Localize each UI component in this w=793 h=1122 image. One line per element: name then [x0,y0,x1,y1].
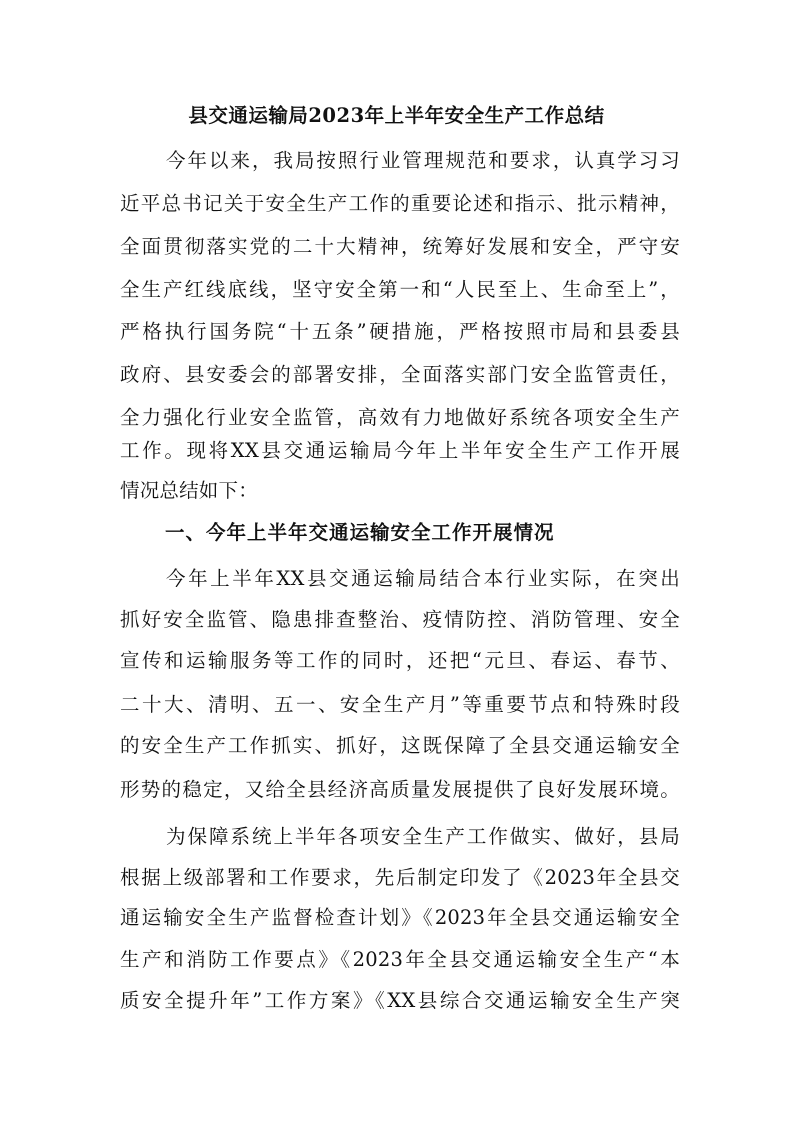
intro-line-9: 情况总结如下： [120,479,258,502]
intro-line-7: 全力强化行业安全监管，高效有力地做好系统各项安全生产 [120,406,680,429]
para2-line-2: 根据上级部署和工作要求，先后制定印发了《2023年全县交 [120,866,680,889]
para1-line-5: 的安全生产工作抓实、抓好，这既保障了全县交通运输安全 [120,734,680,757]
para1-line-4: 二十大、清明、五一、安全生产月”等重要节点和特殊时段 [120,693,680,716]
intro-line-2: 近平总书记关于安全生产工作的重要论述和指示、批示精神， [120,192,680,215]
section-heading: 一、今年上半年交通运输安全工作开展情况 [165,521,555,544]
intro-line-5: 严格执行国务院“十五条”硬措施，严格按照市局和县委县 [120,320,680,343]
para2-line-1: 为保障系统上半年各项安全生产工作做实、做好，县局 [166,825,680,848]
para2-line-4: 生产和消防工作要点》《2023年全县交通运输安全生产“本 [120,948,680,971]
para1-line-3: 宣传和运输服务等工作的同时，还把“元旦、春运、春节、 [120,649,680,672]
para1-line-6: 形势的稳定，又给全县经济高质量发展提供了良好发展环境。 [120,778,680,801]
para2-line-3: 通运输安全生产监督检查计划》《2023年全县交通运输安全 [120,906,680,929]
intro-line-6: 政府、县安委会的部署安排，全面落实部门安全监管责任， [120,363,680,386]
intro-line-3: 全面贯彻落实党的二十大精神，统筹好发展和安全，严守安 [120,235,680,258]
para1-line-2: 抓好安全监管、隐患排查整治、疫情防控、消防管理、安全 [120,608,680,631]
intro-line-8: 工作。现将XX县交通运输局今年上半年安全生产工作开展 [120,439,680,462]
para1-line-1: 今年上半年XX县交通运输局结合本行业实际，在突出 [166,567,680,590]
intro-line-4: 全生产红线底线，坚守安全第一和“人民至上、生命至上”， [120,278,680,301]
intro-line-1: 今年以来，我局按照行业管理规范和要求，认真学习习 [166,149,680,172]
para2-line-5: 质安全提升年”工作方案》《XX县综合交通运输安全生产突 [120,989,680,1012]
document-title: 县交通运输局2023年上半年安全生产工作总结 [188,104,605,127]
